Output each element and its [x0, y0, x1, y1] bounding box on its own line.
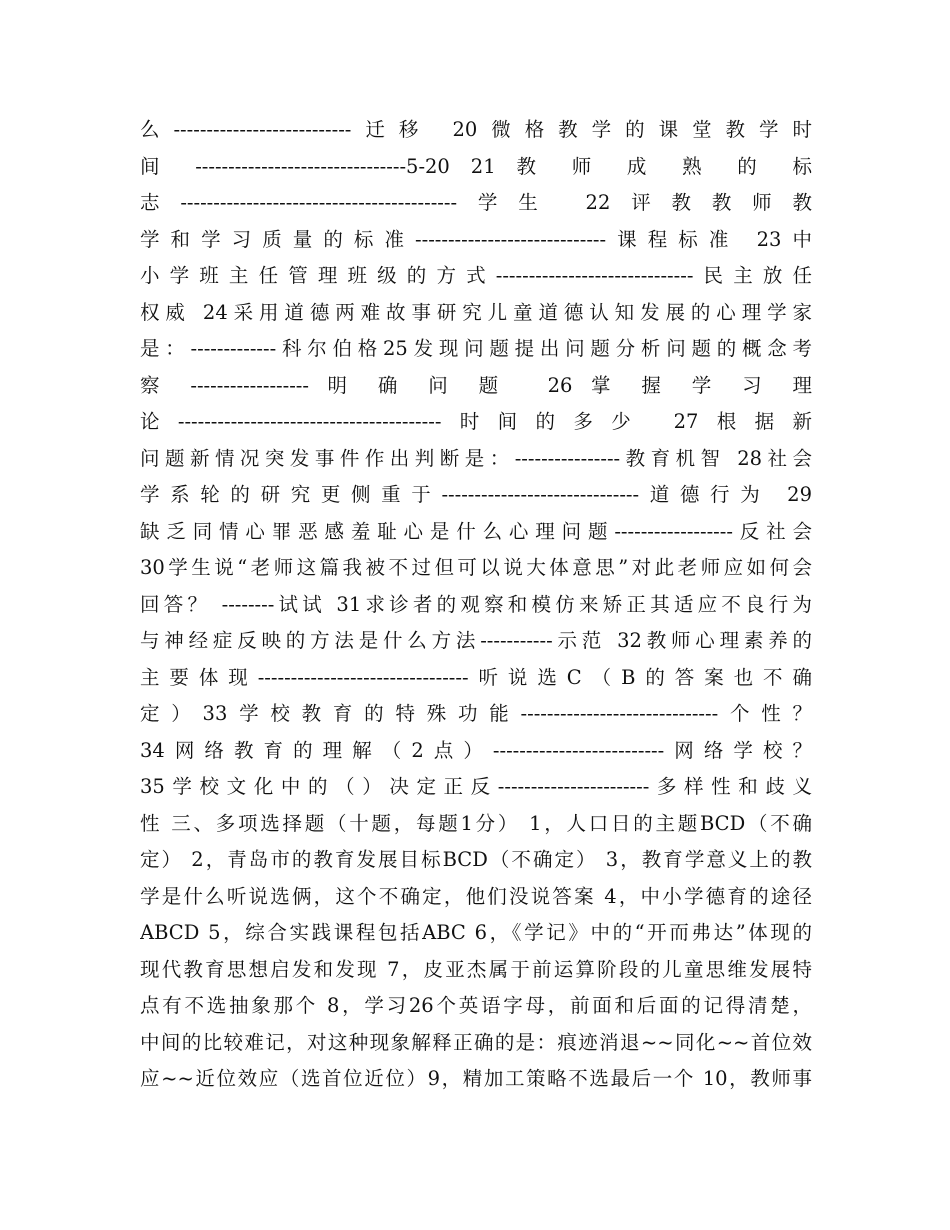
text-line: 定） 2，青岛市的教育发展目标BCD（不确定） 3，教育学意义上的教	[140, 848, 812, 871]
text-line: 性 三、多项选择题（十题，每题1分） 1，人口日的主题BCD（不确	[140, 811, 812, 835]
text-line: 是：-------------科尔伯格25发现问题提出问题分析问题的概念考	[140, 337, 812, 360]
text-line: 志------------------------------------------学生 22评教教师教	[140, 191, 812, 214]
text-line: 么---------------------------迁移 20微格教学的课堂教学时	[140, 118, 812, 141]
text-line: 回答？ --------试试 31求诊者的观察和模仿来矫正其适应不良行为	[140, 592, 812, 616]
text-line: 问题新情况突发事件作出判断是：----------------教育机智 28社会	[140, 446, 812, 470]
text-line: 点有不选抽象那个 8，学习26个英语字母，前面和后面的记得清楚，	[140, 994, 812, 1017]
text-line: 中间的比较难记，对这种现象解释正确的是：痕迹消退~~同化~~首位效	[140, 1030, 812, 1054]
text-line: 缺乏同情心罪恶感羞耻心是什么心理问题------------------反社会	[140, 519, 812, 543]
text-line: 现代教育思想启发和发现 7，皮亚杰属于前运算阶段的儿童思维发展特	[140, 957, 812, 981]
text-line: 35学校文化中的（）决定正反-----------------------多样性和歧义	[140, 775, 812, 798]
text-line: 应~~近位效应（选首位近位）9，精加工策略不选最后一个 10，教师事	[140, 1067, 812, 1090]
text-line: 学系轮的研究更侧重于------------------------------道德行为 29	[140, 483, 812, 506]
document-body	[140, 112, 812, 1098]
text-line: 论----------------------------------------时间的多少 27根据新	[140, 410, 812, 433]
text-line: 学和学习质量的标准-----------------------------课程标准 23中	[140, 227, 812, 251]
text-line: 察 ------------------ 明 确 问 题 26 掌 握 学 习 理	[140, 373, 812, 397]
text-line: 与神经症反映的方法是什么方法-----------示范 32教师心理素养的	[140, 629, 812, 652]
text-line: 34网络教育的理解（2点）--------------------------网络学校？	[140, 738, 812, 762]
text-line: 定）33学校教育的特殊功能------------------------------个性？	[140, 702, 812, 725]
text-line: 学是什么听说选俩，这个不确定，他们没说答案 4，中小学德育的途径	[140, 884, 812, 908]
text-line: 间 --------------------------------5-20 21 教 师 成 熟 的 标	[140, 154, 812, 178]
text-line: ABCD 5，综合实践课程包括ABC 6，《学记》中的“开而弗达”体现的	[140, 921, 812, 944]
text-line: 权威 24采用道德两难故事研究儿童道德认知发展的心理学家	[140, 300, 812, 324]
text-line: 主要体现--------------------------------听说选C（B的答案也不确	[140, 665, 812, 689]
text-line: 小学班主任管理班级的方式------------------------------民主放任	[140, 264, 812, 287]
text-line: 30学生说“老师这篇我被不过但可以说大体意思”对此老师应如何会	[140, 556, 812, 579]
